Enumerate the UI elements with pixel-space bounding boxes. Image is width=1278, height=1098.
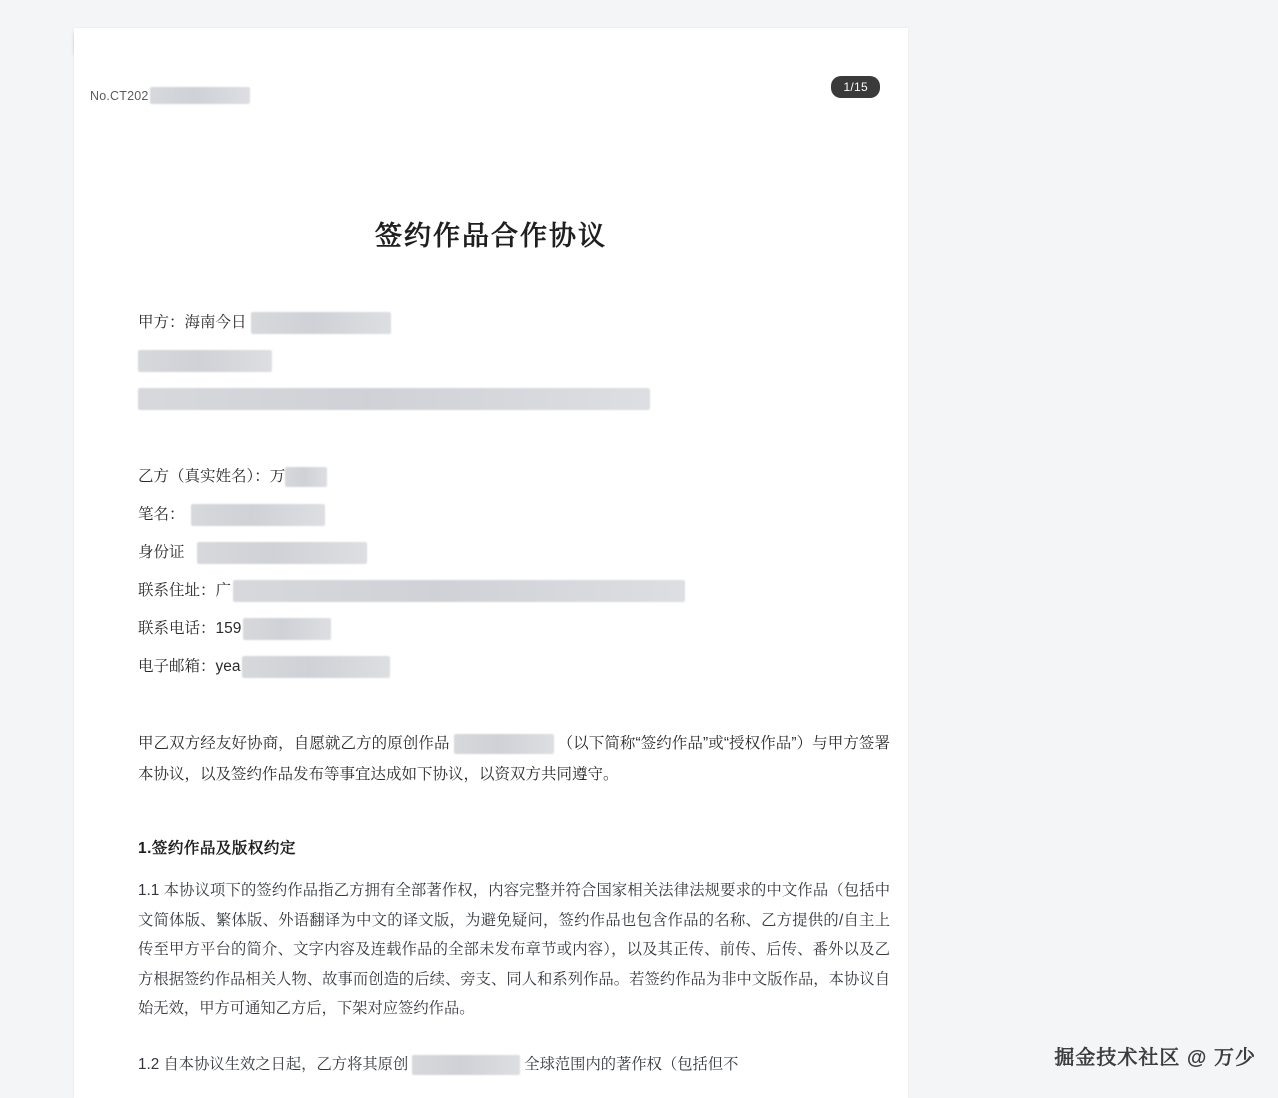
party-b-row bbox=[138, 458, 858, 496]
page-indicator: 1/15 bbox=[831, 76, 880, 98]
field-value-phone: 159 bbox=[215, 620, 242, 637]
field-label-email: 电子邮箱： bbox=[138, 658, 216, 675]
left-gutter bbox=[0, 0, 74, 1098]
party-b-value: 万 bbox=[269, 468, 286, 485]
intro-text-part1: 甲乙双方经友好协商，自愿就乙方的原创作品 bbox=[138, 735, 450, 752]
redaction-work-title bbox=[454, 734, 554, 754]
redaction-clause-work bbox=[412, 1055, 520, 1075]
right-gutter bbox=[908, 0, 1278, 1098]
document-number bbox=[90, 88, 250, 105]
clause-1-2-part1: 1.2 自本协议生效之日起，乙方将其原创 bbox=[138, 1056, 409, 1073]
field-label-address: 联系住址： bbox=[138, 582, 216, 599]
field-row-idcard bbox=[138, 534, 858, 572]
field-row-phone bbox=[138, 610, 858, 648]
party-a-block bbox=[138, 304, 858, 418]
field-row-address bbox=[138, 572, 858, 610]
party-a-value: 海南今日 bbox=[184, 314, 247, 331]
top-gutter bbox=[0, 0, 1278, 28]
field-row-email bbox=[138, 648, 858, 686]
party-b-label: 乙方（真实姓名）： bbox=[138, 468, 270, 485]
clause-1-2 bbox=[138, 1050, 890, 1080]
redaction-party-a-name bbox=[251, 312, 391, 334]
redaction-party-b-name bbox=[285, 467, 327, 487]
field-value-email: yea bbox=[215, 658, 241, 675]
field-value-address: 广 bbox=[215, 582, 232, 599]
party-a-extra-row-1 bbox=[138, 342, 858, 380]
party-b-block bbox=[138, 458, 858, 686]
clause-1-2-part2: 全球范围内的著作权（包括但不 bbox=[524, 1056, 739, 1073]
field-label-idcard: 身份证 bbox=[138, 544, 185, 561]
redaction-email bbox=[242, 656, 390, 678]
redaction-address bbox=[233, 580, 685, 602]
watermark: 掘金技术社区 @ 万少 bbox=[1054, 1047, 1256, 1069]
section-1-heading: 1.签约作品及版权约定 bbox=[138, 840, 296, 857]
field-row-penname bbox=[138, 496, 858, 534]
intro-text-part2: （以下简称“签约作品”或“授权作品”）与甲方签署本协议，以及签约作品发布等事宜达成如下协议，以资双方共同遵守。 bbox=[138, 735, 890, 783]
document-number-text: No.CT202 bbox=[90, 88, 149, 103]
field-label-penname: 笔名： bbox=[138, 506, 185, 523]
redaction-phone bbox=[243, 618, 331, 640]
redaction-penname bbox=[191, 504, 325, 526]
redaction-party-a-line2 bbox=[138, 350, 272, 372]
document-page bbox=[74, 28, 908, 1098]
redaction-idcard bbox=[197, 542, 367, 564]
party-a-label: 甲方： bbox=[138, 314, 185, 331]
field-label-phone: 联系电话： bbox=[138, 620, 216, 637]
party-a-extra-row-2 bbox=[138, 380, 858, 418]
redaction-party-a-line3 bbox=[138, 388, 650, 410]
clause-1-1: 1.1 本协议项下的签约作品指乙方拥有全部著作权，内容完整并符合国家相关法律法规要求的中文作品（包括中文简体版、繁体版、外语翻译为中文的译文版，为避免疑问，签约作品也包含作品的名称、乙方提供的/自主上传至甲方平台的简介、文字内容及连载作品的全部未发布章节或内容），以及其正传、前传、后传、番外以及乙方根据签约作品相关人物、故事而创造的后续、旁支、同人和系列作品。若签约作品为非中文版作品，本协议自始无效，甲方可通知乙方后，下架对应签约作品。 bbox=[138, 882, 890, 1017]
party-a-row bbox=[138, 304, 858, 342]
intro-paragraph bbox=[138, 728, 890, 790]
document-title: 签约作品合作协议 bbox=[375, 221, 607, 251]
redaction-doc-number bbox=[150, 87, 250, 104]
